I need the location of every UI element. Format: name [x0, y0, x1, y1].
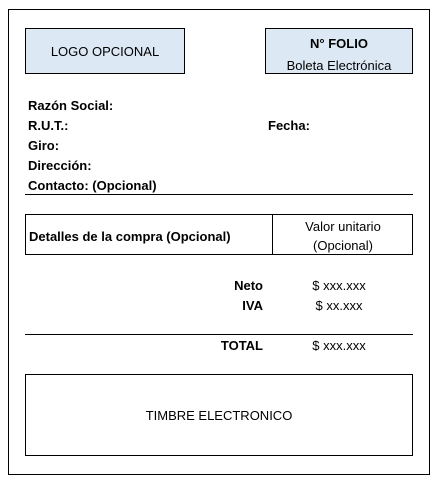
rut-label: R.U.T.: [28, 118, 69, 133]
details-label: Detalles de la compra (Opcional) [29, 229, 231, 244]
total-value: $ xxx.xxx [312, 338, 366, 353]
folio-box [265, 28, 413, 74]
logo-label: LOGO OPCIONAL [50, 43, 160, 59]
valor-unitario-line1: Valor unitario [305, 219, 381, 234]
valor-unitario-header [273, 217, 413, 255]
giro-label: Giro: [28, 138, 60, 153]
timbre-electronico-box [25, 374, 413, 456]
contacto-label: Contacto: (Opcional) [28, 178, 157, 193]
details-table [25, 214, 413, 255]
folio-subtitle: Boleta Electrónica [286, 58, 392, 73]
valor-unitario-line2: (Opcional) [313, 238, 373, 253]
razon-social-label: Razón Social: [28, 98, 114, 113]
total-label: TOTAL [220, 338, 263, 353]
folio-title: N° FOLIO [310, 36, 368, 51]
iva-value: $ xx.xxx [315, 298, 363, 313]
header-divider [25, 194, 413, 195]
logo-placeholder [25, 28, 185, 74]
iva-label: IVA [242, 298, 263, 313]
direccion-label: Dirección: [28, 158, 92, 173]
timbre-label: TIMBRE ELECTRONICO [145, 407, 293, 423]
neto-value: $ xxx.xxx [312, 278, 366, 293]
fecha-label: Fecha: [268, 118, 310, 133]
totals-divider [25, 334, 413, 335]
neto-label: Neto [234, 278, 263, 293]
